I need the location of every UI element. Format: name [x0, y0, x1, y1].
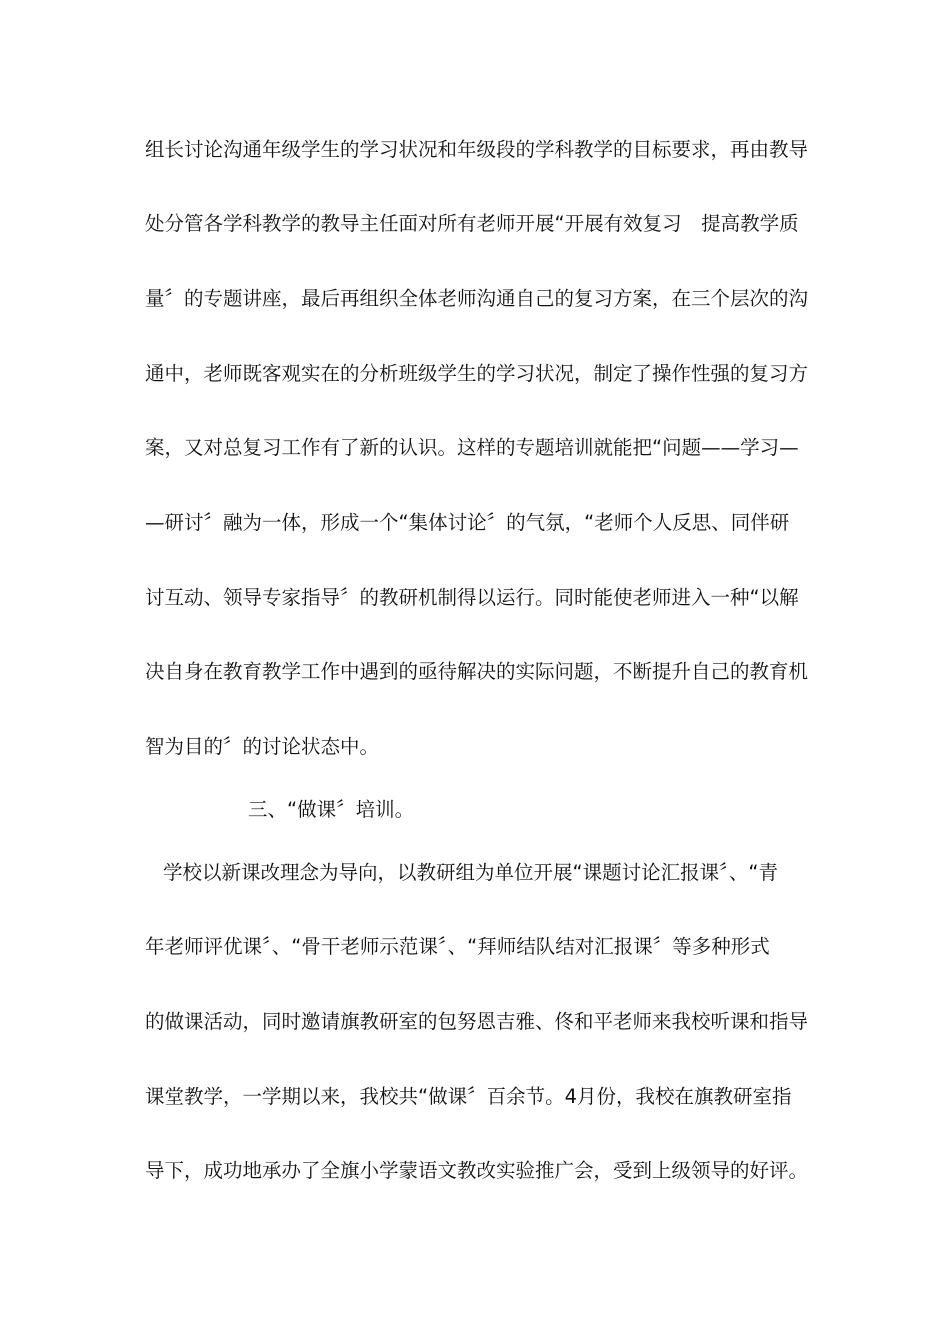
paragraph-line: 的做课活动，同时邀请旗教研室的包努恩吉雅、佟和平老师来我校听课和指导	[145, 1010, 809, 1033]
paragraph-line: 课堂教学，一学期以来，我校共“做课〞百余节。4月份，我校在旗教研室指	[145, 1085, 792, 1108]
paragraph-line: 案，又对总复习工作有了新的认识。这样的专题培训就能把“问题——学习—	[145, 436, 799, 459]
paragraph-line: 通中，老师既客观实在的分析班级学生的学习状况，制定了操作性强的复习方	[145, 362, 809, 385]
paragraph-line: —研讨〞融为一体，形成一个“集体讨论〞的气氛，“老师个人反思、同伴研	[145, 511, 790, 534]
paragraph-line: 组长讨论沟通年级学生的学习状况和年级段的学科教学的目标要求，再由教导	[145, 138, 809, 161]
paragraph-line: 年老师评优课〞、“骨干老师示范课〞、“拜师结队结对汇报课〞等多种形式	[145, 935, 770, 958]
paragraph-line: 导下，成功地承办了全旗小学蒙语文教改实验推广会，受到上级领导的好评。	[145, 1159, 809, 1182]
paragraph-line: 智为目的〞的讨论状态中。	[145, 735, 380, 758]
paragraph-line: 量〞的专题讲座，最后再组织全体老师沟通自己的复习方案，在三个层次的沟	[145, 287, 809, 310]
paragraph-line: 处分管各学科教学的教导主任面对所有老师开展“开展有效复习 提高教学质	[145, 212, 799, 235]
paragraph-line: 决自身在教育教学工作中遇到的亟待解决的实际问题，不断提升自己的教育机	[145, 660, 809, 683]
paragraph-line: 讨互动、领导专家指导〞的教研机制得以运行。同时能使老师进入一种“以解	[145, 586, 799, 609]
section-heading: 三、“做课〞培训。	[248, 798, 415, 821]
paragraph-line: 学校以新课改理念为导向，以教研组为单位开展“课题讨论汇报课〞、“青	[163, 861, 778, 884]
